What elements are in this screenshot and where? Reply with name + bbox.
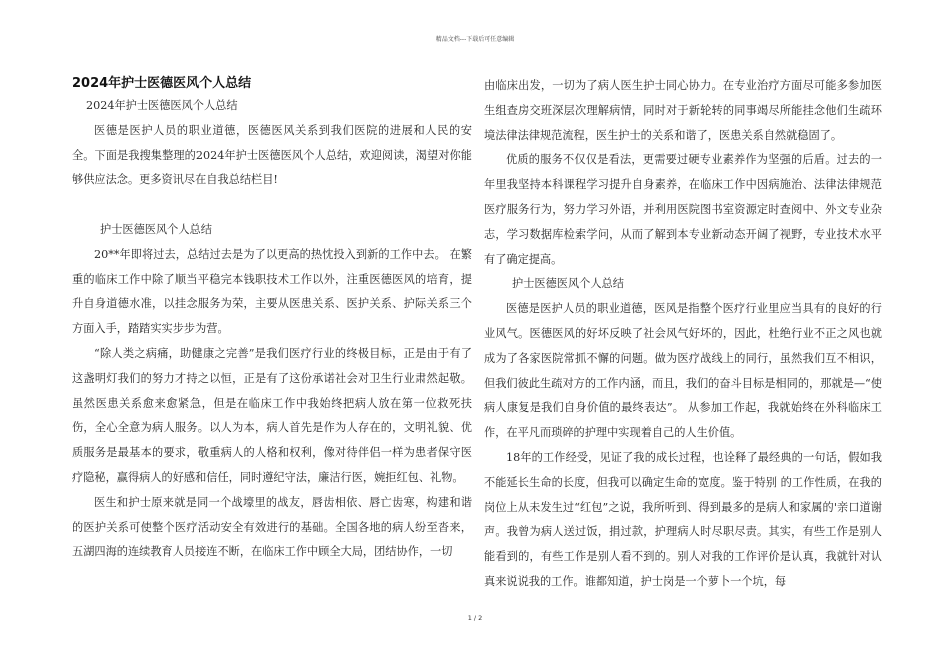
document-header-note: 精品文档---下载后可任意编辑 [435, 36, 515, 43]
paragraph-left-2: “除人类之病痛，助健康之完善”是我们医疗行业的终极目标，正是由于有了这盏明灯我们的努力才持之以恒，正是有了这份承诺社会对卫生行业肃然起敬。虽然医患关系愈来愈紧急，但是在临床工作中我始终把病人放在第一位救死扶伤，全心全意为病人服务。以人为本，病人首先是作为人存在的，文明礼貌、优质服务是最基本的要求，敬重病人的人格和权利，像对待伴侣一样为患者保守医疗隐秘，赢得病人的好感和信任，同时遵纪守法，廉洁行医，婉拒红包、礼物。 [72, 346, 472, 484]
paragraph-right-3: 医德是医护人员的职业道德，医风是指整个医疗行业里应当具有的良好的行业风气。医德医风的好坏反映了社会风气好坏的，因此，杜绝行业不正之风也就成为了各家医院常抓不懈的问题。做为医疗战线上的同行，虽然我们互不相识，但我们彼此生疏对方的工作内涵，而且，我们的奋斗目标是相同的，那就是—“使病人康复是我们自身价值的最终表达”。 从参加工作起，我就始终在外科临床工作，在平凡而琐碎的护理中实现着自己的人生价值。 [484, 302, 882, 440]
intro-paragraph: 医德是医护人员的职业道德，医德医风关系到我们医院的进展和人民的安全。下面是我搜集整理的2024年护士医德医风个人总结，欢迎阅读，渴望对你能够供应法念。更多资讯尽在自我总结栏目! [72, 123, 472, 187]
section-heading-left: 护士医德医风个人总结 [100, 222, 212, 236]
document-title: 2024年护士医德医风个人总结 [72, 76, 252, 91]
left-column [72, 74, 472, 565]
paragraph-right-1: 由临床出发，一切为了病人医生护士同心协力。在专业治疗方面尽可能多参加医生组查房交班深层次理解病情，同时对于新轮转的同事竭尽所能挂念他们生疏环境法律法律规范流程，医生护士的关系和谐了，医患关系自然就稳固了。 [484, 79, 882, 142]
blank-line [72, 193, 472, 218]
paragraph-left-1: 20**年即将过去，总结过去是为了以更高的热忱投入到新的工作中去。 在繁重的临床工作中除了顺当平稳完本钱职技术工作以外，注重医德医风的培育，提升自身道德水准，以挂念服务为荣，主要从医患关系、医护关系、护际关系三个方面入手，踏踏实实步步为营。 [72, 247, 472, 336]
paragraph-right-2: 优质的服务不仅仅是看法，更需要过硬专业素养作为坚强的后盾。过去的一年里我坚持本科课程学习提升自身素养，在临床工作中因病施治、法律法律规范医疗服务行为，努力学习外语，并利用医院图书室资源定时查阅中、外文专业杂志，学习数据库检索学问，从而了解到本专业新动态开阔了视野，专业技术水平有了确定提高。 [484, 153, 882, 266]
paragraph-right-4: 18年的工作经受，见证了我的成长过程，也诠释了最经典的一句话，假如我不能延长生命的长度，但我可以确定生命的宽度。鉴于特别 的工作性质，在我的岗位上从未发生过“红包”之说，我所听到、得到最多的是病人和家属的'亲口道谢声。我曾为病人送过饭，捐过款，护理病人时尽职尽责。其实，有些工作是别人能看到的，有些工作是别人看不到的。别人对我的工作评价是认真，我就针对认真来说说我的工作。谁都知道，护士岗是一个萝卜一个坑，每 [484, 450, 882, 588]
right-column [484, 74, 882, 595]
page-number: 1 / 2 [467, 614, 483, 622]
paragraph-left-3: 医生和护士原来就是同一个战壕里的战友，唇齿相依、唇亡齿寒，构建和谐的医护关系可使整个医疗活动安全有效进行的基础。全国各地的病人纷至沓来，五湖四海的连续教育人员接连不断，在临床工作中顾全大局，团结协作，一切 [72, 495, 472, 559]
subtitle: 2024年护士医德医风个人总结 [86, 99, 238, 112]
section-heading-right: 护士医德医风个人总结 [512, 277, 624, 291]
